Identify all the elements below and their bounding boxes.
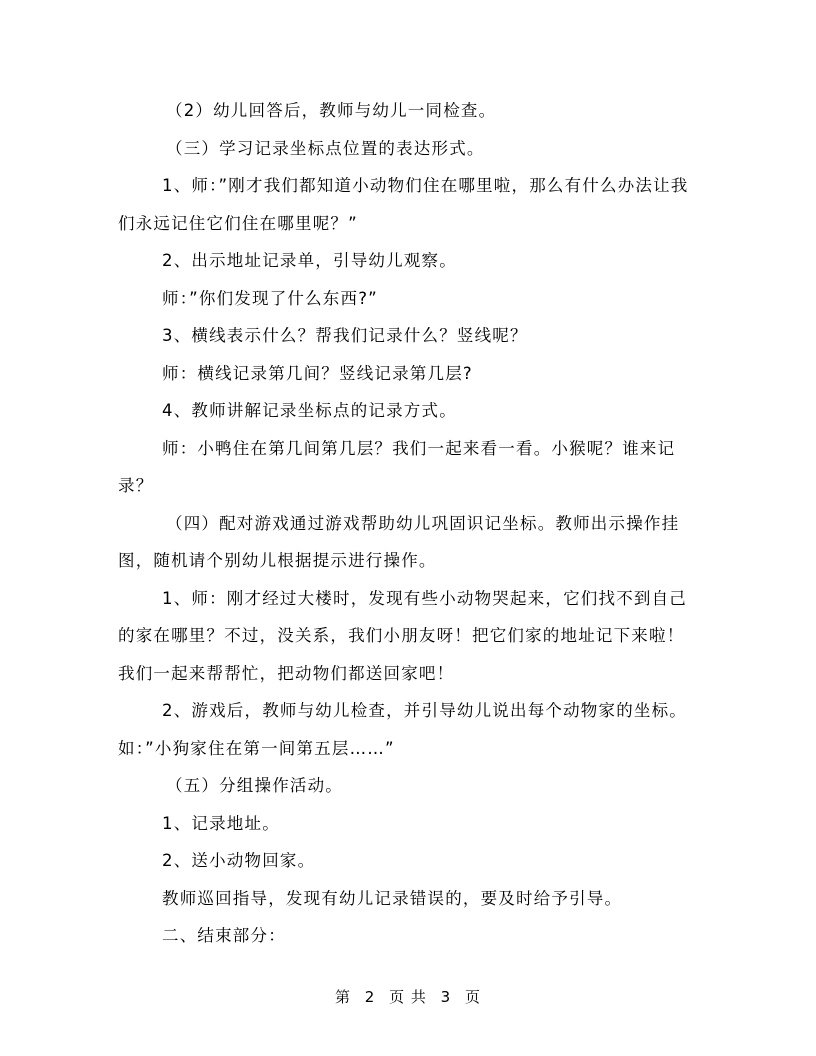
paragraph-explain-recording-method: 4、教师讲解记录坐标点的记录方式。 xyxy=(162,401,457,420)
document-body xyxy=(118,92,698,955)
paragraph-teacher-building-story: 1、师：刚才经过大楼时，发现有些小动物哭起来，它们找不到自己的家在哪里？不过，没关系，我们小朋友呀！把它们家的地址记下来啦！我们一起来帮帮忙，把动物们都送回家吧！ xyxy=(118,588,687,683)
paragraph-show-address-sheet: 2、出示地址记录单，引导幼儿观察。 xyxy=(162,251,457,270)
paragraph-send-animals-home: 2、送小动物回家。 xyxy=(162,851,316,870)
paragraph-teacher-what-found: 师：”你们发现了什么东西?” xyxy=(162,288,378,308)
paragraph-section-three-heading: （三）学习记录坐标点位置的表达形式。 xyxy=(166,138,485,158)
paragraph-section-four-game: （四）配对游戏通过游戏帮助幼儿巩固识记坐标。教师出示操作挂图，随机请个别幼儿根据提示进行操作。 xyxy=(118,513,680,570)
paragraph-teacher-line-meaning: 师：横线记录第几间？竖线记录第几层? xyxy=(162,363,473,383)
page-footer xyxy=(0,986,816,1007)
paragraph-teacher-guidance: 教师巡回指导，发现有幼儿记录错误的，要及时给予引导。 xyxy=(162,888,623,908)
paragraph-teacher-duck-monkey: 师：小鸭住在第几间第几层？我们一起来看一看。小猴呢？谁来记录？ xyxy=(118,438,676,495)
paragraph-after-game-check: 2、游戏后，教师与幼儿检查，并引导幼儿说出每个动物家的坐标。如：”小狗家住在第一间第五层……” xyxy=(118,701,687,758)
paragraph-ending-part: 二、结束部分： xyxy=(162,926,286,945)
paragraph-check-answers: （2）幼儿回答后，教师与幼儿一同检查。 xyxy=(166,101,497,120)
total-page-number: 3 xyxy=(440,988,452,1006)
paragraph-horizontal-line-question: 3、横线表示什么？帮我们记录什么？竖线呢？ xyxy=(162,326,528,345)
footer-prefix: 第 xyxy=(334,988,351,1006)
paragraph-section-five-heading: （五）分组操作活动。 xyxy=(166,776,343,795)
footer-suffix: 页 xyxy=(465,988,482,1006)
current-page-number: 2 xyxy=(364,988,376,1006)
footer-middle: 页 共 xyxy=(389,988,427,1006)
paragraph-record-address: 1、记录地址。 xyxy=(162,813,280,833)
paragraph-teacher-question-remember: 1、师：”刚才我们都知道小动物们住在哪里啦，那么有什么办法让我们永远记住它们住在哪里呢？” xyxy=(118,176,689,233)
